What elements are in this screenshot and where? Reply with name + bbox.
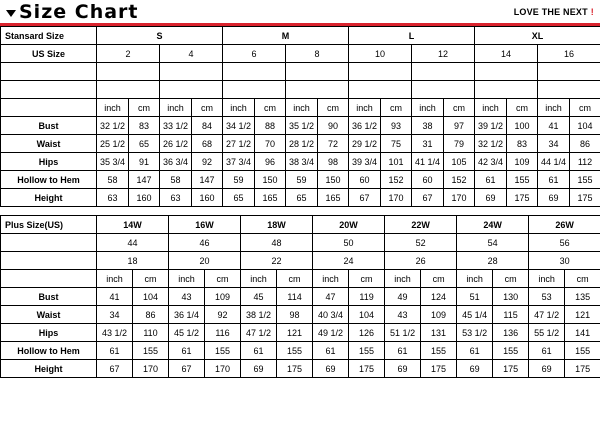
alt-size-2-1: 20 (169, 252, 241, 270)
measure-value-1-12: 32 1/2 (475, 135, 507, 153)
us-size-2: 2 (97, 45, 160, 63)
letter-size-s: S (97, 27, 223, 45)
measure-value-0-9: 124 (421, 288, 457, 306)
measure-value-3-0: 61 (97, 342, 133, 360)
us-size-10: 10 (349, 45, 412, 63)
letter-size-l: L (349, 27, 475, 45)
table-row (1, 117, 600, 135)
unit-cell-3: cm (205, 270, 241, 288)
unit-cell-0: inch (97, 270, 133, 288)
empty-cell (286, 63, 349, 81)
unit-cell-7: cm (349, 270, 385, 288)
measure-value-2-0: 35 3/4 (97, 153, 129, 171)
measure-value-2-15: 112 (570, 153, 600, 171)
measure-value-1-12: 47 1/2 (529, 306, 565, 324)
unit-cell-1: cm (129, 99, 160, 117)
measure-value-1-4: 27 1/2 (223, 135, 255, 153)
measure-value-4-5: 165 (255, 189, 286, 207)
measure-value-3-1: 155 (133, 342, 169, 360)
measure-value-1-15: 86 (570, 135, 600, 153)
measure-value-4-3: 160 (192, 189, 223, 207)
unit-cell-3: cm (192, 99, 223, 117)
measure-label-4: Height (1, 189, 97, 207)
measure-value-1-10: 45 1/4 (457, 306, 493, 324)
measure-value-0-0: 41 (97, 288, 133, 306)
measure-value-3-9: 155 (421, 342, 457, 360)
measure-value-1-7: 72 (318, 135, 349, 153)
plus-size-4: 22W (385, 216, 457, 234)
measure-value-1-2: 26 1/2 (160, 135, 192, 153)
measure-value-1-6: 40 3/4 (313, 306, 349, 324)
measure-value-2-7: 98 (318, 153, 349, 171)
measure-value-2-14: 44 1/4 (538, 153, 570, 171)
unit-cell-0: inch (97, 99, 129, 117)
measure-value-3-11: 155 (493, 342, 529, 360)
measure-value-4-4: 65 (223, 189, 255, 207)
table-gap-spacer (0, 207, 600, 215)
unit-cell-10: inch (457, 270, 493, 288)
measure-value-0-0: 32 1/2 (97, 117, 129, 135)
measure-value-2-10: 41 1/4 (412, 153, 444, 171)
measure-value-3-12: 61 (475, 171, 507, 189)
measure-value-3-9: 152 (381, 171, 412, 189)
measure-value-4-8: 67 (349, 189, 381, 207)
unit-cell-5: cm (277, 270, 313, 288)
measure-value-3-11: 152 (444, 171, 475, 189)
table-row-letter-sizes (1, 27, 600, 45)
unit-cell-13: cm (565, 270, 600, 288)
alt-size-1-2: 48 (241, 234, 313, 252)
page-title: Size Chart (19, 0, 139, 23)
measure-value-0-3: 84 (192, 117, 223, 135)
measure-value-3-6: 59 (286, 171, 318, 189)
measure-value-4-8: 69 (385, 360, 421, 378)
us-size-16: 16 (538, 45, 600, 63)
table-row (1, 288, 600, 306)
us-size-label: US Size (1, 45, 97, 63)
measure-value-1-3: 92 (205, 306, 241, 324)
measure-value-1-8: 43 (385, 306, 421, 324)
empty-cell (160, 63, 223, 81)
measure-label-2: Hips (1, 324, 97, 342)
us-size-12: 12 (412, 45, 475, 63)
measure-label-2: Hips (1, 153, 97, 171)
alt-sizes-2-label (1, 252, 97, 270)
units-row-label (1, 99, 97, 117)
measure-value-3-3: 155 (205, 342, 241, 360)
measure-value-0-2: 33 1/2 (160, 117, 192, 135)
measure-value-2-4: 37 3/4 (223, 153, 255, 171)
measure-value-0-2: 43 (169, 288, 205, 306)
measure-value-1-5: 70 (255, 135, 286, 153)
measure-value-4-13: 175 (565, 360, 600, 378)
measure-value-2-1: 110 (133, 324, 169, 342)
alt-size-2-3: 24 (313, 252, 385, 270)
empty-cell (1, 81, 97, 99)
us-size-14: 14 (475, 45, 538, 63)
measure-label-4: Height (1, 360, 97, 378)
measure-value-3-5: 155 (277, 342, 313, 360)
measure-value-2-5: 121 (277, 324, 313, 342)
page-header (0, 0, 600, 26)
measure-value-0-4: 34 1/2 (223, 117, 255, 135)
measure-value-0-7: 90 (318, 117, 349, 135)
alt-size-2-6: 30 (529, 252, 600, 270)
measure-value-0-9: 93 (381, 117, 412, 135)
measure-value-2-13: 109 (507, 153, 538, 171)
measure-value-3-8: 60 (349, 171, 381, 189)
measure-value-2-8: 39 3/4 (349, 153, 381, 171)
measure-value-3-10: 61 (457, 342, 493, 360)
empty-cell (349, 63, 412, 81)
measure-value-3-5: 150 (255, 171, 286, 189)
us-size-6: 6 (223, 45, 286, 63)
measure-value-4-4: 69 (241, 360, 277, 378)
measure-value-3-10: 60 (412, 171, 444, 189)
measure-value-2-12: 42 3/4 (475, 153, 507, 171)
measure-value-2-10: 53 1/2 (457, 324, 493, 342)
empty-cell (97, 63, 160, 81)
measure-value-0-6: 35 1/2 (286, 117, 318, 135)
plus-size-0: 14W (97, 216, 169, 234)
measure-value-0-11: 97 (444, 117, 475, 135)
measure-value-1-9: 109 (421, 306, 457, 324)
measure-value-1-11: 79 (444, 135, 475, 153)
unit-cell-10: inch (412, 99, 444, 117)
measure-label-0: Bust (1, 117, 97, 135)
measure-value-1-4: 38 1/2 (241, 306, 277, 324)
plus-size-3: 20W (313, 216, 385, 234)
measure-value-1-7: 104 (349, 306, 385, 324)
unit-cell-5: cm (255, 99, 286, 117)
plus-size-table-wrap (0, 215, 600, 378)
table-row (1, 189, 600, 207)
measure-value-4-2: 67 (169, 360, 205, 378)
measure-value-4-10: 69 (457, 360, 493, 378)
measure-label-3: Hollow to Hem (1, 342, 97, 360)
measure-value-3-12: 61 (529, 342, 565, 360)
table-row-units (1, 270, 600, 288)
measure-value-4-0: 67 (97, 360, 133, 378)
measure-value-1-1: 65 (129, 135, 160, 153)
measure-value-1-0: 34 (97, 306, 133, 324)
empty-cell (412, 81, 475, 99)
measure-label-3: Hollow to Hem (1, 171, 97, 189)
measure-value-0-11: 130 (493, 288, 529, 306)
measure-value-4-1: 170 (133, 360, 169, 378)
measure-value-3-4: 59 (223, 171, 255, 189)
alt-sizes-1-label (1, 234, 97, 252)
brand-tagline-excl: ! (590, 6, 594, 17)
standard-size-header: Stansard Size (1, 27, 97, 45)
measure-value-4-3: 170 (205, 360, 241, 378)
measure-value-2-5: 96 (255, 153, 286, 171)
unit-cell-2: inch (160, 99, 192, 117)
us-size-4: 4 (160, 45, 223, 63)
units-row-label (1, 270, 97, 288)
unit-cell-12: inch (475, 99, 507, 117)
empty-cell (1, 63, 97, 81)
unit-cell-2: inch (169, 270, 205, 288)
table-row (1, 360, 600, 378)
measure-value-2-2: 36 3/4 (160, 153, 192, 171)
empty-cell (97, 81, 160, 99)
measure-value-4-10: 67 (412, 189, 444, 207)
measure-label-1: Waist (1, 306, 97, 324)
empty-cell (538, 81, 600, 99)
plus-size-2: 18W (241, 216, 313, 234)
empty-cell (160, 81, 223, 99)
letter-size-xl: XL (475, 27, 600, 45)
empty-cell (538, 63, 600, 81)
measure-value-2-3: 92 (192, 153, 223, 171)
unit-cell-8: inch (385, 270, 421, 288)
table-row-plus-sizes (1, 216, 600, 234)
measure-value-0-5: 88 (255, 117, 286, 135)
measure-value-0-1: 104 (133, 288, 169, 306)
measure-label-0: Bust (1, 288, 97, 306)
unit-cell-6: inch (313, 270, 349, 288)
alt-size-1-1: 46 (169, 234, 241, 252)
measure-value-2-12: 55 1/2 (529, 324, 565, 342)
unit-cell-11: cm (493, 270, 529, 288)
measure-value-0-13: 135 (565, 288, 600, 306)
measure-value-4-11: 175 (493, 360, 529, 378)
unit-cell-6: inch (286, 99, 318, 117)
table-row (1, 306, 600, 324)
measure-value-4-7: 165 (318, 189, 349, 207)
table-row (1, 171, 600, 189)
measure-value-4-1: 160 (129, 189, 160, 207)
empty-cell (223, 63, 286, 81)
measure-value-4-5: 175 (277, 360, 313, 378)
table-row-units (1, 99, 600, 117)
measure-value-3-0: 58 (97, 171, 129, 189)
measure-value-1-2: 36 1/4 (169, 306, 205, 324)
measure-value-2-6: 38 3/4 (286, 153, 318, 171)
measure-value-2-7: 126 (349, 324, 385, 342)
measure-value-3-6: 61 (313, 342, 349, 360)
brand-tagline-text: LOVE THE NEXT (513, 6, 588, 17)
plus-size-5: 24W (457, 216, 529, 234)
measure-value-4-15: 175 (570, 189, 600, 207)
table-row-alt-sizes-2 (1, 252, 600, 270)
unit-cell-8: inch (349, 99, 381, 117)
measure-value-3-3: 147 (192, 171, 223, 189)
unit-cell-11: cm (444, 99, 475, 117)
measure-value-3-7: 150 (318, 171, 349, 189)
measure-value-0-1: 83 (129, 117, 160, 135)
measure-value-1-3: 68 (192, 135, 223, 153)
measure-value-2-9: 101 (381, 153, 412, 171)
measure-value-0-4: 45 (241, 288, 277, 306)
empty-cell (223, 81, 286, 99)
unit-cell-7: cm (318, 99, 349, 117)
measure-value-4-6: 69 (313, 360, 349, 378)
measure-value-0-12: 53 (529, 288, 565, 306)
measure-value-2-11: 136 (493, 324, 529, 342)
measure-value-2-8: 51 1/2 (385, 324, 421, 342)
measure-value-2-11: 105 (444, 153, 475, 171)
unit-cell-9: cm (381, 99, 412, 117)
measure-value-0-8: 36 1/2 (349, 117, 381, 135)
table-row-us-sizes (1, 45, 600, 63)
measure-value-4-14: 69 (538, 189, 570, 207)
us-size-8: 8 (286, 45, 349, 63)
measure-label-1: Waist (1, 135, 97, 153)
measure-value-0-7: 119 (349, 288, 385, 306)
empty-cell (349, 81, 412, 99)
measure-value-4-13: 175 (507, 189, 538, 207)
measure-value-1-1: 86 (133, 306, 169, 324)
alt-size-1-6: 56 (529, 234, 600, 252)
plus-size-6: 26W (529, 216, 600, 234)
measure-value-4-7: 175 (349, 360, 385, 378)
measure-value-3-2: 61 (169, 342, 205, 360)
measure-value-2-6: 49 1/2 (313, 324, 349, 342)
alt-size-1-4: 52 (385, 234, 457, 252)
measure-value-3-13: 155 (565, 342, 600, 360)
alt-size-2-5: 28 (457, 252, 529, 270)
alt-size-2-4: 26 (385, 252, 457, 270)
measure-value-3-14: 61 (538, 171, 570, 189)
measure-value-1-6: 28 1/2 (286, 135, 318, 153)
letter-size-m: M (223, 27, 349, 45)
alt-size-2-2: 22 (241, 252, 313, 270)
unit-cell-15: cm (570, 99, 600, 117)
alt-size-2-0: 18 (97, 252, 169, 270)
measure-value-1-13: 121 (565, 306, 600, 324)
measure-value-0-6: 47 (313, 288, 349, 306)
brand-tagline (514, 7, 594, 17)
table-row-alt-sizes-1 (1, 234, 600, 252)
unit-cell-9: cm (421, 270, 457, 288)
measure-value-4-6: 65 (286, 189, 318, 207)
triangle-down-icon (6, 10, 16, 17)
unit-cell-4: inch (223, 99, 255, 117)
measure-value-1-10: 31 (412, 135, 444, 153)
alt-size-1-3: 50 (313, 234, 385, 252)
measure-value-2-13: 141 (565, 324, 600, 342)
unit-cell-12: inch (529, 270, 565, 288)
measure-value-1-13: 83 (507, 135, 538, 153)
measure-value-1-5: 98 (277, 306, 313, 324)
measure-value-0-15: 104 (570, 117, 600, 135)
measure-value-1-8: 29 1/2 (349, 135, 381, 153)
measure-value-2-2: 45 1/2 (169, 324, 205, 342)
table-row-empty-1 (1, 63, 600, 81)
measure-value-0-5: 114 (277, 288, 313, 306)
measure-value-1-11: 115 (493, 306, 529, 324)
plus-size-1: 16W (169, 216, 241, 234)
measure-value-1-9: 75 (381, 135, 412, 153)
measure-value-3-2: 58 (160, 171, 192, 189)
measure-value-4-12: 69 (529, 360, 565, 378)
measure-value-0-13: 100 (507, 117, 538, 135)
unit-cell-13: cm (507, 99, 538, 117)
table-row (1, 153, 600, 171)
measure-value-0-12: 39 1/2 (475, 117, 507, 135)
standard-size-table-wrap (0, 26, 600, 207)
table-row (1, 135, 600, 153)
measure-value-0-10: 51 (457, 288, 493, 306)
empty-cell (412, 63, 475, 81)
empty-cell (475, 63, 538, 81)
measure-value-2-1: 91 (129, 153, 160, 171)
measure-value-1-0: 25 1/2 (97, 135, 129, 153)
measure-value-4-2: 63 (160, 189, 192, 207)
measure-value-4-12: 69 (475, 189, 507, 207)
table-row (1, 342, 600, 360)
measure-value-3-13: 155 (507, 171, 538, 189)
plus-size-table (0, 215, 600, 378)
alt-size-1-0: 44 (97, 234, 169, 252)
plus-size-header: Plus Size(US) (1, 216, 97, 234)
measure-value-3-7: 155 (349, 342, 385, 360)
unit-cell-4: inch (241, 270, 277, 288)
measure-value-4-11: 170 (444, 189, 475, 207)
measure-value-0-14: 41 (538, 117, 570, 135)
measure-value-4-9: 170 (381, 189, 412, 207)
measure-value-1-14: 34 (538, 135, 570, 153)
measure-value-4-0: 63 (97, 189, 129, 207)
table-row (1, 324, 600, 342)
unit-cell-14: inch (538, 99, 570, 117)
empty-cell (286, 81, 349, 99)
measure-value-0-10: 38 (412, 117, 444, 135)
measure-value-4-9: 175 (421, 360, 457, 378)
measure-value-3-8: 61 (385, 342, 421, 360)
alt-size-1-5: 54 (457, 234, 529, 252)
measure-value-0-8: 49 (385, 288, 421, 306)
table-row-empty-2 (1, 81, 600, 99)
measure-value-0-3: 109 (205, 288, 241, 306)
measure-value-3-4: 61 (241, 342, 277, 360)
measure-value-3-15: 155 (570, 171, 600, 189)
measure-value-2-9: 131 (421, 324, 457, 342)
measure-value-2-3: 116 (205, 324, 241, 342)
standard-size-table (0, 26, 600, 207)
empty-cell (475, 81, 538, 99)
measure-value-2-4: 47 1/2 (241, 324, 277, 342)
measure-value-2-0: 43 1/2 (97, 324, 133, 342)
measure-value-3-1: 147 (129, 171, 160, 189)
unit-cell-1: cm (133, 270, 169, 288)
